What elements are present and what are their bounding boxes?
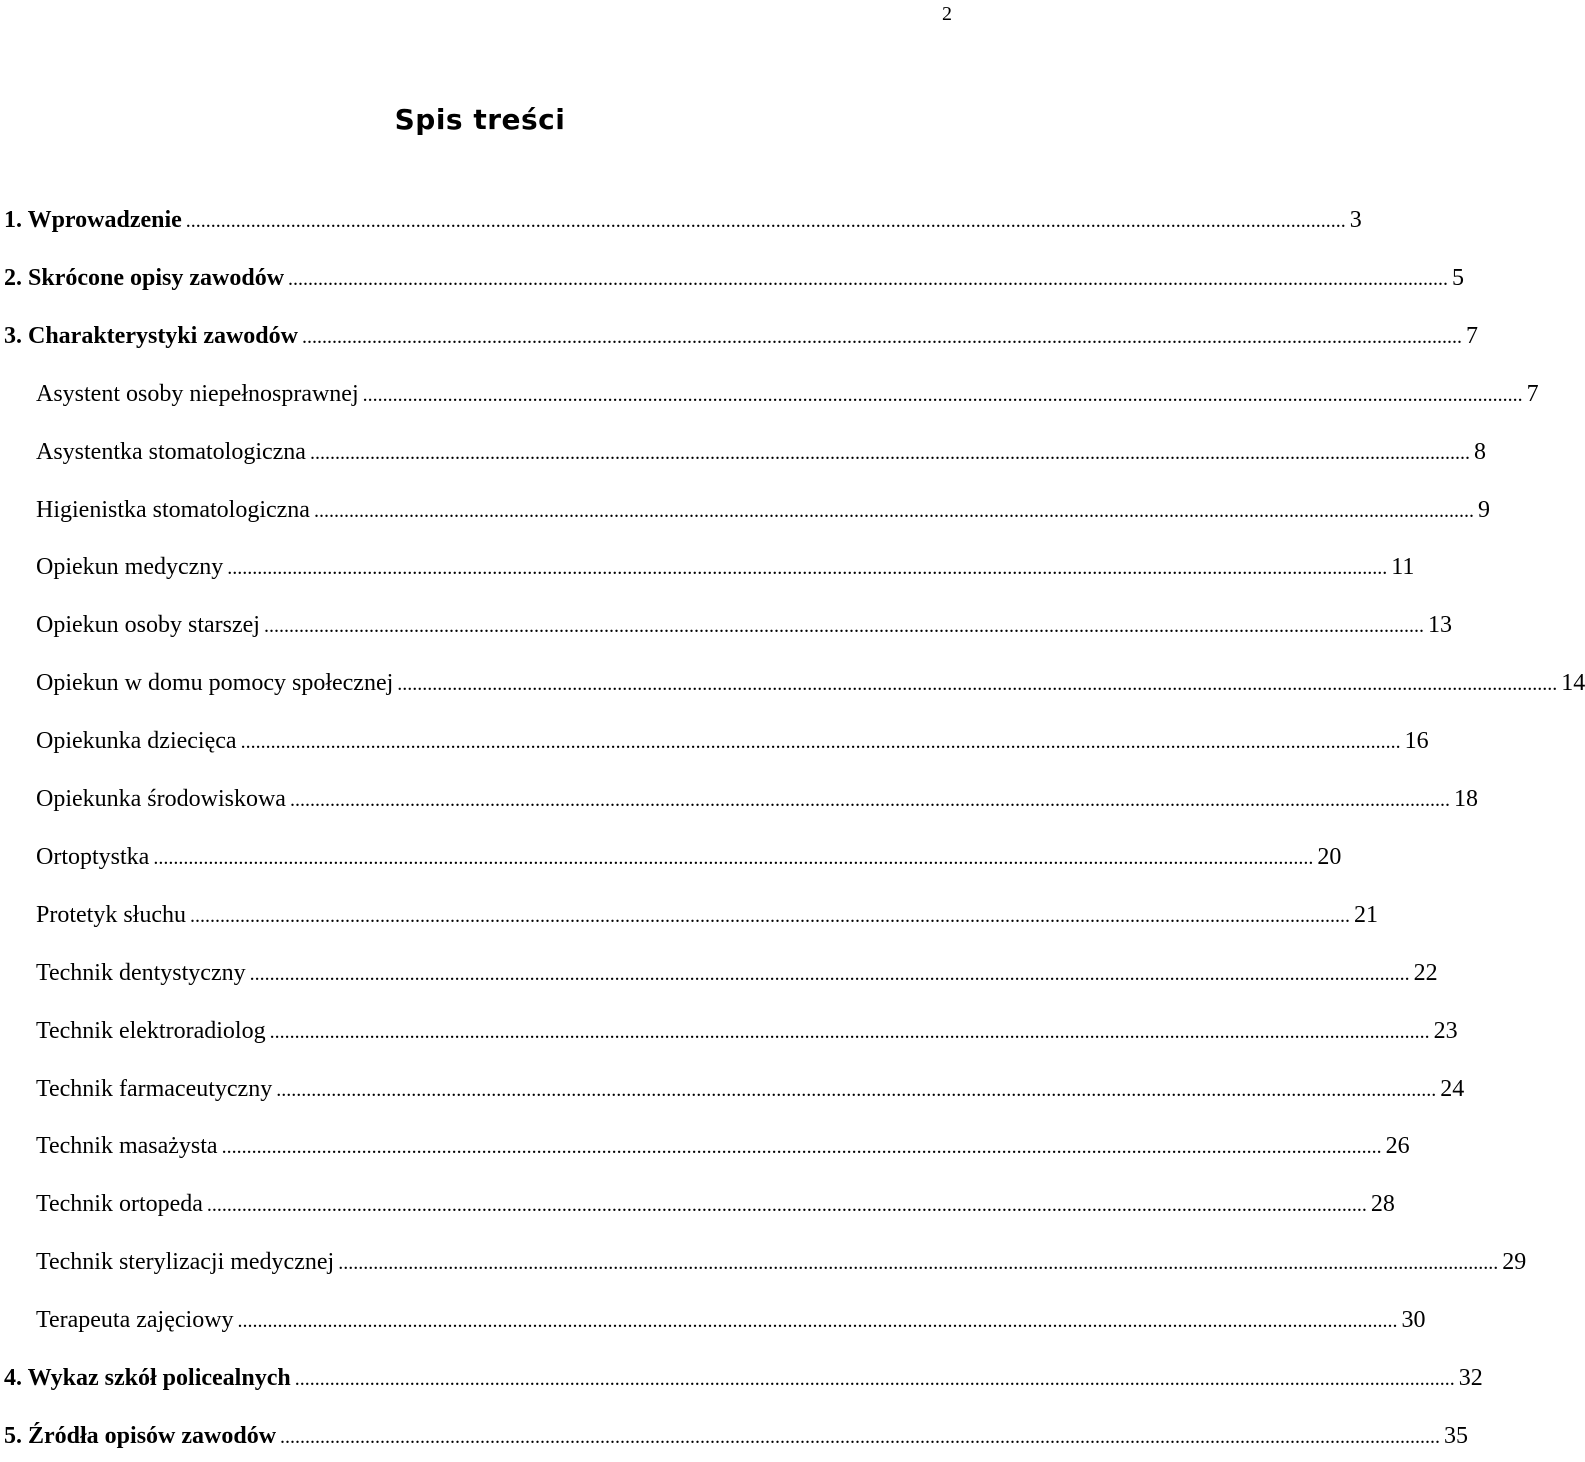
toc-dot-leader [397,663,1557,704]
toc-entry-page: 8 [1473,438,1486,465]
page-number: 2 [942,3,952,25]
toc-entry[interactable] [36,432,1486,472]
toc-entry-page: 16 [1404,728,1429,755]
toc-entry-page: 13 [1427,612,1452,639]
toc-dot-leader [290,779,1450,820]
toc-entry-page: 20 [1317,843,1342,870]
toc-entry-page: 26 [1385,1133,1410,1160]
toc-dot-leader [222,1126,1382,1167]
toc-entry-label: 3. Charakterystyki zawodów [4,322,298,349]
toc-entry[interactable] [4,258,1465,298]
toc-entry[interactable] [36,837,1342,877]
toc-entry-label: Opiekunka środowiskowa [36,786,286,812]
toc-entry[interactable] [36,721,1429,761]
toc-dot-leader [363,374,1523,415]
toc-entry[interactable] [36,895,1378,935]
toc-dot-leader [264,605,1424,646]
toc-entry-page: 30 [1401,1307,1426,1334]
toc-entry-label: Technik dentystyczny [36,959,246,986]
toc-entry[interactable] [36,490,1490,530]
toc-entry-page: 22 [1413,959,1438,986]
toc-entry-page: 18 [1453,786,1478,812]
toc-entry[interactable] [4,200,1362,240]
toc-entry-label: 4. Wykaz szkół policealnych [4,1365,291,1391]
toc-entry-page: 9 [1477,496,1490,523]
toc-entry-page: 29 [1502,1249,1527,1276]
toc-entry[interactable] [36,1300,1426,1340]
toc-entry[interactable] [4,1416,1469,1456]
toc-entry-page: 3 [1349,207,1362,233]
toc-entry[interactable] [36,953,1438,993]
toc-dot-leader [302,316,1462,357]
toc-entry-label: Protetyk słuchu [36,901,186,928]
toc-dot-leader [207,1184,1367,1225]
toc-entry-page: 24 [1440,1075,1465,1102]
toc-dot-leader [186,200,1346,241]
toc-entry-page: 28 [1370,1191,1395,1218]
toc-entry[interactable] [36,1242,1527,1282]
toc-entry-page: 14 [1561,670,1585,697]
toc-dot-leader [241,721,1401,762]
toc-entry[interactable] [36,547,1415,587]
toc-dot-leader [190,895,1350,936]
toc-entry-label: Technik sterylizacji medycznej [36,1249,335,1276]
toc-entry[interactable] [36,374,1539,414]
toc-entry-label: Technik masażysta [36,1133,218,1160]
toc-dot-leader [238,1300,1398,1341]
toc-entry[interactable] [36,1011,1458,1051]
toc-dot-leader [250,953,1410,994]
toc-entry-label: Opiekunka dziecięca [36,728,237,755]
toc-entry-page: 35 [1444,1422,1469,1449]
toc-entry[interactable] [36,1126,1410,1166]
toc-entry-label: Higienistka stomatologiczna [36,496,310,523]
toc-dot-leader [270,1011,1430,1052]
toc-entry-label: Opiekun w domu pomocy społecznej [36,670,394,697]
toc-entry-label: Technik farmaceutyczny [36,1075,273,1102]
toc-entry-page: 7 [1466,322,1478,349]
toc-dot-leader [153,837,1313,878]
toc-entry[interactable] [36,1184,1395,1224]
toc-entry-page: 11 [1391,554,1415,581]
toc-dot-leader [276,1069,1436,1110]
toc-entry[interactable] [36,1069,1465,1109]
toc-entry-page: 5 [1452,264,1465,291]
toc-dot-leader [280,1416,1440,1457]
toc-entry-label: Opiekun medyczny [36,554,224,581]
toc-entry-page: 32 [1458,1365,1483,1391]
toc-dot-leader [310,432,1470,473]
page-title: Spis treści [394,103,566,136]
toc-entry-label: 2. Skrócone opisy zawodów [4,264,285,291]
toc-entry-label: Asystentka stomatologiczna [36,438,306,465]
toc-entry-page: 21 [1354,901,1378,928]
toc-entry-label: Technik elektroradiolog [36,1017,266,1044]
toc-dot-leader [295,1358,1455,1399]
toc-entry[interactable] [36,605,1452,645]
toc-entry-page: 7 [1526,380,1539,407]
toc-entry-label: Terapeuta zajęciowy [36,1307,234,1334]
toc-entry-label: Technik ortopeda [36,1191,203,1218]
toc-entry[interactable] [36,663,1585,703]
toc-entry[interactable] [36,779,1478,819]
toc-entry-label: 1. Wprowadzenie [4,207,182,233]
toc-dot-leader [288,258,1448,299]
toc-entry-label: 5. Źródła opisów zawodów [4,1422,277,1449]
toc-entry-label: Asystent osoby niepełnosprawnej [36,380,359,407]
toc-entry-page: 23 [1433,1017,1458,1044]
toc-dot-leader [227,547,1387,588]
toc-entry[interactable] [4,316,1478,356]
toc-dot-leader [314,490,1474,531]
toc-entry-label: Ortoptystka [36,843,150,870]
toc-entry-label: Opiekun osoby starszej [36,612,260,639]
toc-dot-leader [338,1242,1498,1283]
toc-entry[interactable] [4,1358,1483,1398]
